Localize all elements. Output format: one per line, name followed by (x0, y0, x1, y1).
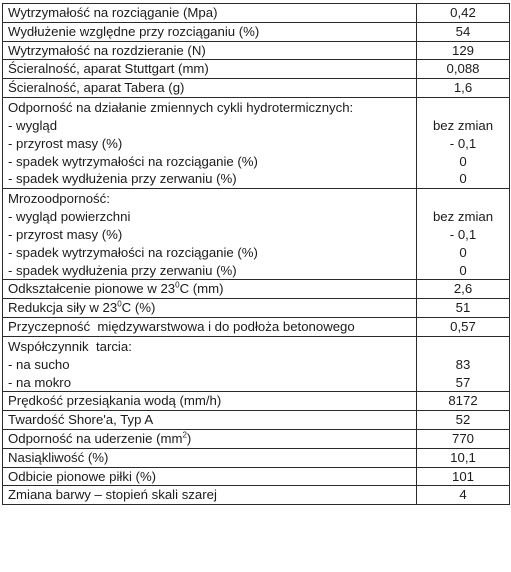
group-item-label: - wygląd powierzchni (8, 209, 131, 225)
table-row (3, 60, 510, 79)
property-label: Prędkość przesiąkania wodą (mm/h) (3, 392, 417, 411)
group-item-label: - spadek wydłużenia przy zerwaniu (%) (8, 171, 237, 187)
group-item-label: - wygląd (8, 117, 58, 133)
property-value: 1,6 (417, 79, 510, 98)
group-item-value: - 0,1 (449, 226, 477, 242)
group-item-value: bez zmian (432, 209, 494, 225)
group-item-value: 0 (459, 171, 467, 187)
group-item-value: 0 (459, 262, 467, 278)
hydrothermal-labels (3, 97, 417, 188)
table-row (3, 317, 510, 336)
property-value: 8172 (417, 392, 510, 411)
property-label: Zmiana barwy – stopień skali szarej (3, 486, 417, 505)
property-value: 52 (417, 411, 510, 430)
property-label: Odporność na uderzenie $(mm^2)$ (3, 429, 417, 448)
friction-values (417, 336, 510, 392)
property-value: 770 (417, 429, 510, 448)
property-value: 101 (417, 467, 510, 486)
friction-group-row (3, 336, 510, 392)
property-value: 0,088 (417, 60, 510, 79)
table-row (3, 486, 510, 505)
group-item-value: 0 (459, 244, 467, 260)
property-label: Odkształcenie pionowe w $23^0C$ (mm) (3, 280, 417, 299)
group-title: Odporność na działanie zmiennych cykli hydrotermicznych: (8, 99, 354, 115)
group-item-label: - spadek wydłużenia przy zerwaniu (%) (8, 262, 237, 278)
property-value: 0,57 (417, 317, 510, 336)
group-title: Mrozoodporność: (8, 191, 110, 207)
table-row (3, 280, 510, 299)
property-value: 0,42 (417, 4, 510, 23)
group-item-value: bez zmian (432, 117, 494, 133)
property-value: 10,1 (417, 448, 510, 467)
property-label: Wydłużenie względne przy rozciąganiu (%) (3, 22, 417, 41)
table-row (3, 4, 510, 23)
table-row (3, 411, 510, 430)
group-item-value: 83 (455, 356, 471, 372)
table-row (3, 299, 510, 318)
hydrothermal-values (417, 97, 510, 188)
superscript: 0 (175, 280, 180, 290)
property-label: Odbicie pionowe piłki (%) (3, 467, 417, 486)
property-label: Przyczepność międzywarstwowa i do podłoża betonowego (3, 317, 417, 336)
group-item-label: - na mokro (8, 374, 72, 390)
group-item-label: - spadek wytrzymałości na rozciąganie (%) (8, 153, 258, 169)
property-label: Twardość Shore'a, Typ A (3, 411, 417, 430)
property-value: 54 (417, 22, 510, 41)
property-label: Ścieralność, aparat Tabera (g) (3, 79, 417, 98)
properties-table (2, 3, 510, 505)
property-label: Redukcja siły w $23^0C$ (%) (3, 299, 417, 318)
table-row (3, 467, 510, 486)
group-item-value: 57 (455, 374, 471, 390)
property-label: Wytrzymałość na rozciąganie (Mpa) (3, 4, 417, 23)
frost-labels (3, 189, 417, 280)
property-value: 51 (417, 299, 510, 318)
property-value: 4 (417, 486, 510, 505)
group-item-label: - na sucho (8, 356, 70, 372)
property-label: Ścieralność, aparat Stuttgart (mm) (3, 60, 417, 79)
frost-group-row (3, 189, 510, 280)
group-item-label: - spadek wytrzymałości na rozciąganie (%) (8, 244, 258, 260)
property-value: 129 (417, 41, 510, 60)
property-value: 2,6 (417, 280, 510, 299)
group-item-value: - 0,1 (449, 135, 477, 151)
group-title: Współczynnik tarcia: (8, 338, 132, 354)
group-item-label: - przyrost masy (%) (8, 135, 123, 151)
friction-labels (3, 336, 417, 392)
group-item-label: - przyrost masy (%) (8, 226, 123, 242)
hydrothermal-group-row (3, 97, 510, 188)
properties-table-body (3, 4, 510, 505)
superscript: 0 (117, 299, 122, 309)
property-label: Wytrzymałość na rozdzieranie (N) (3, 41, 417, 60)
table-row (3, 392, 510, 411)
table-row (3, 429, 510, 448)
properties-document (2, 3, 509, 505)
frost-values (417, 189, 510, 280)
table-row (3, 79, 510, 98)
group-item-value: 0 (459, 153, 467, 169)
table-row (3, 22, 510, 41)
superscript: 2 (182, 430, 187, 440)
property-label: Nasiąkliwość (%) (3, 448, 417, 467)
table-row (3, 448, 510, 467)
table-row (3, 41, 510, 60)
